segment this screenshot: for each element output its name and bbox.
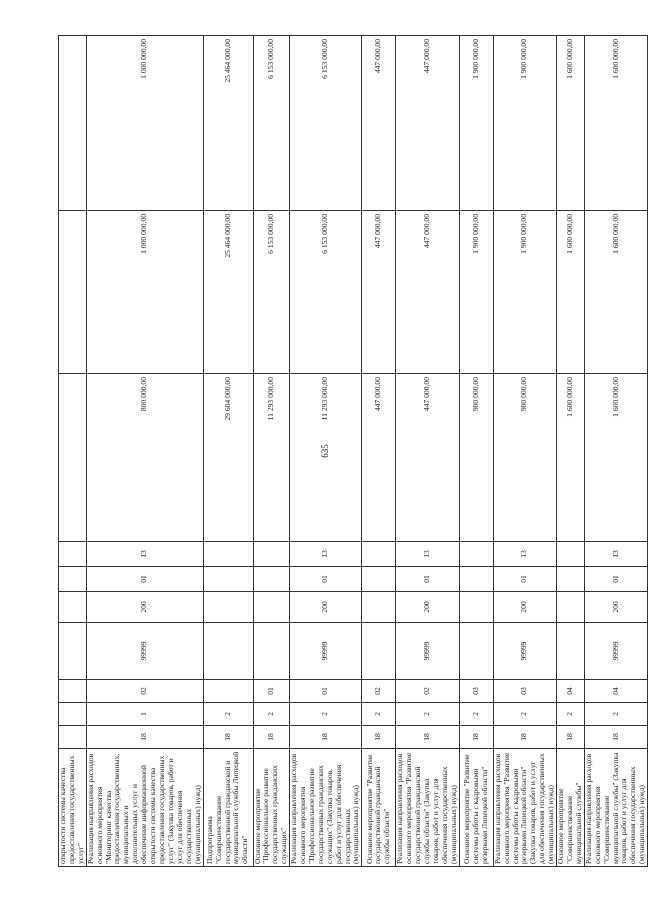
activity-cell: 04 xyxy=(557,680,585,703)
table-row xyxy=(493,36,556,867)
subsection-cell xyxy=(557,542,585,567)
table-row xyxy=(290,36,362,867)
table-row xyxy=(396,36,459,867)
row-name: Реализация направления расходов основного мероприятия "Развитие системы работы с кадровыми резервами Липецкой области" (Закупка товаров, работ и услуг для обеспечения государственных (муниципальных) нужд) xyxy=(493,749,556,867)
activity-cell: 03 xyxy=(459,680,493,703)
subprogram-cell: 2 xyxy=(459,703,493,726)
subsection-cell: 13 xyxy=(396,542,459,567)
code-cell: 18 xyxy=(86,726,203,749)
amount-2021-cell: 6 153 000,00 xyxy=(253,36,290,211)
direction-cell xyxy=(203,623,253,680)
amount-2020-cell: 1 600 000,00 xyxy=(557,211,585,374)
table-row xyxy=(86,36,203,867)
amount-2019-cell: 1 600 000,00 xyxy=(557,374,585,542)
row-name: Реализация направления расходов основного мероприятия "Совершенствование муниципальной службы" (Закупка товаров, работ и услуг для обеспечения государственных (муниципальных) нужд) xyxy=(584,749,647,867)
code-cell: 18 xyxy=(396,726,459,749)
subprogram-cell: 2 xyxy=(557,703,585,726)
amount-2019-cell: 11 293 000,00 xyxy=(253,374,290,542)
direction-cell xyxy=(59,623,87,680)
section-cell: 01 xyxy=(86,567,203,592)
subprogram-cell: 1 xyxy=(86,703,203,726)
table-row xyxy=(59,36,87,867)
activity-cell xyxy=(203,680,253,703)
table-row xyxy=(253,36,290,867)
amount-2019-cell: 447 000,00 xyxy=(362,374,396,542)
subsection-cell xyxy=(203,542,253,567)
activity-cell: 02 xyxy=(86,680,203,703)
direction-cell: 99999 xyxy=(584,623,647,680)
subprogram-cell: 2 xyxy=(362,703,396,726)
row-name: Основное мероприятие "Развитие системы работы с кадровыми резервами Липецкой области" xyxy=(459,749,493,867)
subsection-cell xyxy=(362,542,396,567)
row-name: Основное мероприятие "Профессиональное развитие государственных гражданских служащих" xyxy=(253,749,290,867)
subsection-cell: 13 xyxy=(290,542,362,567)
code-cell: 18 xyxy=(459,726,493,749)
section-cell xyxy=(203,567,253,592)
direction-cell: 99999 xyxy=(290,623,362,680)
row-name: Основное мероприятие "Развитие государственной гражданской службы области" xyxy=(362,749,396,867)
direction-cell xyxy=(459,623,493,680)
amount-2019-cell: 11 293 000,00 xyxy=(290,374,362,542)
section-cell xyxy=(253,567,290,592)
code-cell: 18 xyxy=(362,726,396,749)
subprogram-cell: 2 xyxy=(493,703,556,726)
direction-cell xyxy=(557,623,585,680)
direction-cell: 99999 xyxy=(493,623,556,680)
amount-2021-cell: 1 900 000,00 xyxy=(459,36,493,211)
section-cell: 01 xyxy=(290,567,362,592)
amount-2020-cell xyxy=(59,211,87,374)
budget-table xyxy=(58,35,648,867)
activity-cell xyxy=(59,680,87,703)
subprogram-cell: 2 xyxy=(584,703,647,726)
section-cell xyxy=(59,567,87,592)
amount-2020-cell: 1 900 000,00 xyxy=(493,211,556,374)
table-body xyxy=(59,36,648,867)
amount-2019-cell: 1 600 000,00 xyxy=(584,374,647,542)
table-row xyxy=(557,36,585,867)
subprogram-cell: 2 xyxy=(290,703,362,726)
subsection-cell: 13 xyxy=(86,542,203,567)
amount-2020-cell: 447 000,00 xyxy=(362,211,396,374)
activity-cell: 04 xyxy=(584,680,647,703)
amount-2021-cell: 6 153 000,00 xyxy=(290,36,362,211)
section-cell xyxy=(362,567,396,592)
subprogram-cell xyxy=(59,703,87,726)
vr-cell: 200 xyxy=(396,592,459,623)
amount-2020-cell: 1 900 000,00 xyxy=(459,211,493,374)
activity-cell: 01 xyxy=(290,680,362,703)
amount-2019-cell: 447 000,00 xyxy=(396,374,459,542)
activity-cell: 01 xyxy=(253,680,290,703)
amount-2021-cell: 1 000 000,00 xyxy=(86,36,203,211)
amount-2019-cell: 800 000,00 xyxy=(86,374,203,542)
row-name: Реализация направления расходов основного мероприятия "Мониторинг качества предоставления государственных, муниципальных и дополнительных услуг и обеспечение информационной открытости системы качества предоставления государственных услуг" (Закупка товаров, работ и услуг для обеспечения государственных (муниципальных) нужд) xyxy=(86,749,203,867)
direction-cell: 99999 xyxy=(396,623,459,680)
code-cell: 18 xyxy=(493,726,556,749)
amount-2021-cell xyxy=(59,36,87,211)
vr-cell: 200 xyxy=(290,592,362,623)
row-name: открытости системы качества предоставления государственных услуг" xyxy=(59,749,87,867)
section-cell: 01 xyxy=(493,567,556,592)
amount-2021-cell: 447 000,00 xyxy=(362,36,396,211)
section-cell: 01 xyxy=(396,567,459,592)
amount-2021-cell: 1 600 000,00 xyxy=(557,36,585,211)
vr-cell xyxy=(459,592,493,623)
amount-2019-cell: 29 604 000,00 xyxy=(203,374,253,542)
amount-2020-cell: 1 600 000,00 xyxy=(584,211,647,374)
table-row xyxy=(584,36,647,867)
amount-2020-cell: 25 464 000,00 xyxy=(203,211,253,374)
direction-cell xyxy=(253,623,290,680)
amount-2021-cell: 1 900 000,00 xyxy=(493,36,556,211)
section-cell xyxy=(459,567,493,592)
row-name: Подпрограмма "Совершенствование государственной гражданской и муниципальной службы Липецкой области" xyxy=(203,749,253,867)
subprogram-cell: 2 xyxy=(253,703,290,726)
activity-cell: 02 xyxy=(396,680,459,703)
amount-2019-cell: 900 000,00 xyxy=(493,374,556,542)
budget-table-container xyxy=(58,36,647,867)
activity-cell: 03 xyxy=(493,680,556,703)
row-name: Основное мероприятие "Совершенствование муниципальной службы" xyxy=(557,749,585,867)
code-cell: 18 xyxy=(557,726,585,749)
direction-cell xyxy=(362,623,396,680)
vr-cell xyxy=(253,592,290,623)
code-cell: 18 xyxy=(584,726,647,749)
subsection-cell: 13 xyxy=(584,542,647,567)
vr-cell xyxy=(59,592,87,623)
amount-2019-cell: 900 000,00 xyxy=(459,374,493,542)
amount-2020-cell: 6 153 000,00 xyxy=(253,211,290,374)
subsection-cell xyxy=(59,542,87,567)
amount-2021-cell: 447 000,00 xyxy=(396,36,459,211)
code-cell: 18 xyxy=(203,726,253,749)
activity-cell: 02 xyxy=(362,680,396,703)
page-number: 635 xyxy=(320,444,330,458)
section-cell: 01 xyxy=(584,567,647,592)
vr-cell xyxy=(557,592,585,623)
amount-2021-cell: 25 464 000,00 xyxy=(203,36,253,211)
table-row xyxy=(362,36,396,867)
subprogram-cell: 2 xyxy=(203,703,253,726)
subsection-cell xyxy=(253,542,290,567)
amount-2021-cell: 1 600 000,00 xyxy=(584,36,647,211)
row-name: Реализация направления расходов основного мероприятия "Профессиональное развитие государственных гражданских служащих" (Закупка товаров, работ и услуг для обеспечения государственных (муниципальных) нужд) xyxy=(290,749,362,867)
code-cell xyxy=(59,726,87,749)
vr-cell xyxy=(203,592,253,623)
vr-cell: 200 xyxy=(584,592,647,623)
amount-2020-cell: 1 000 000,00 xyxy=(86,211,203,374)
amount-2020-cell: 447 000,00 xyxy=(396,211,459,374)
row-name: Реализация направления расходов основного мероприятия "Развитие государственной гражданской службы области" (Закупка товаров, работ и услуг для обеспечения государственных (муниципальных) нужд) xyxy=(396,749,459,867)
code-cell: 18 xyxy=(290,726,362,749)
code-cell: 18 xyxy=(253,726,290,749)
table-row xyxy=(203,36,253,867)
subsection-cell xyxy=(459,542,493,567)
amount-2019-cell xyxy=(59,374,87,542)
direction-cell: 99999 xyxy=(86,623,203,680)
vr-cell: 200 xyxy=(86,592,203,623)
section-cell xyxy=(557,567,585,592)
table-row xyxy=(459,36,493,867)
subsection-cell: 13 xyxy=(493,542,556,567)
vr-cell xyxy=(362,592,396,623)
vr-cell: 200 xyxy=(493,592,556,623)
subprogram-cell: 2 xyxy=(396,703,459,726)
amount-2020-cell: 6 153 000,00 xyxy=(290,211,362,374)
